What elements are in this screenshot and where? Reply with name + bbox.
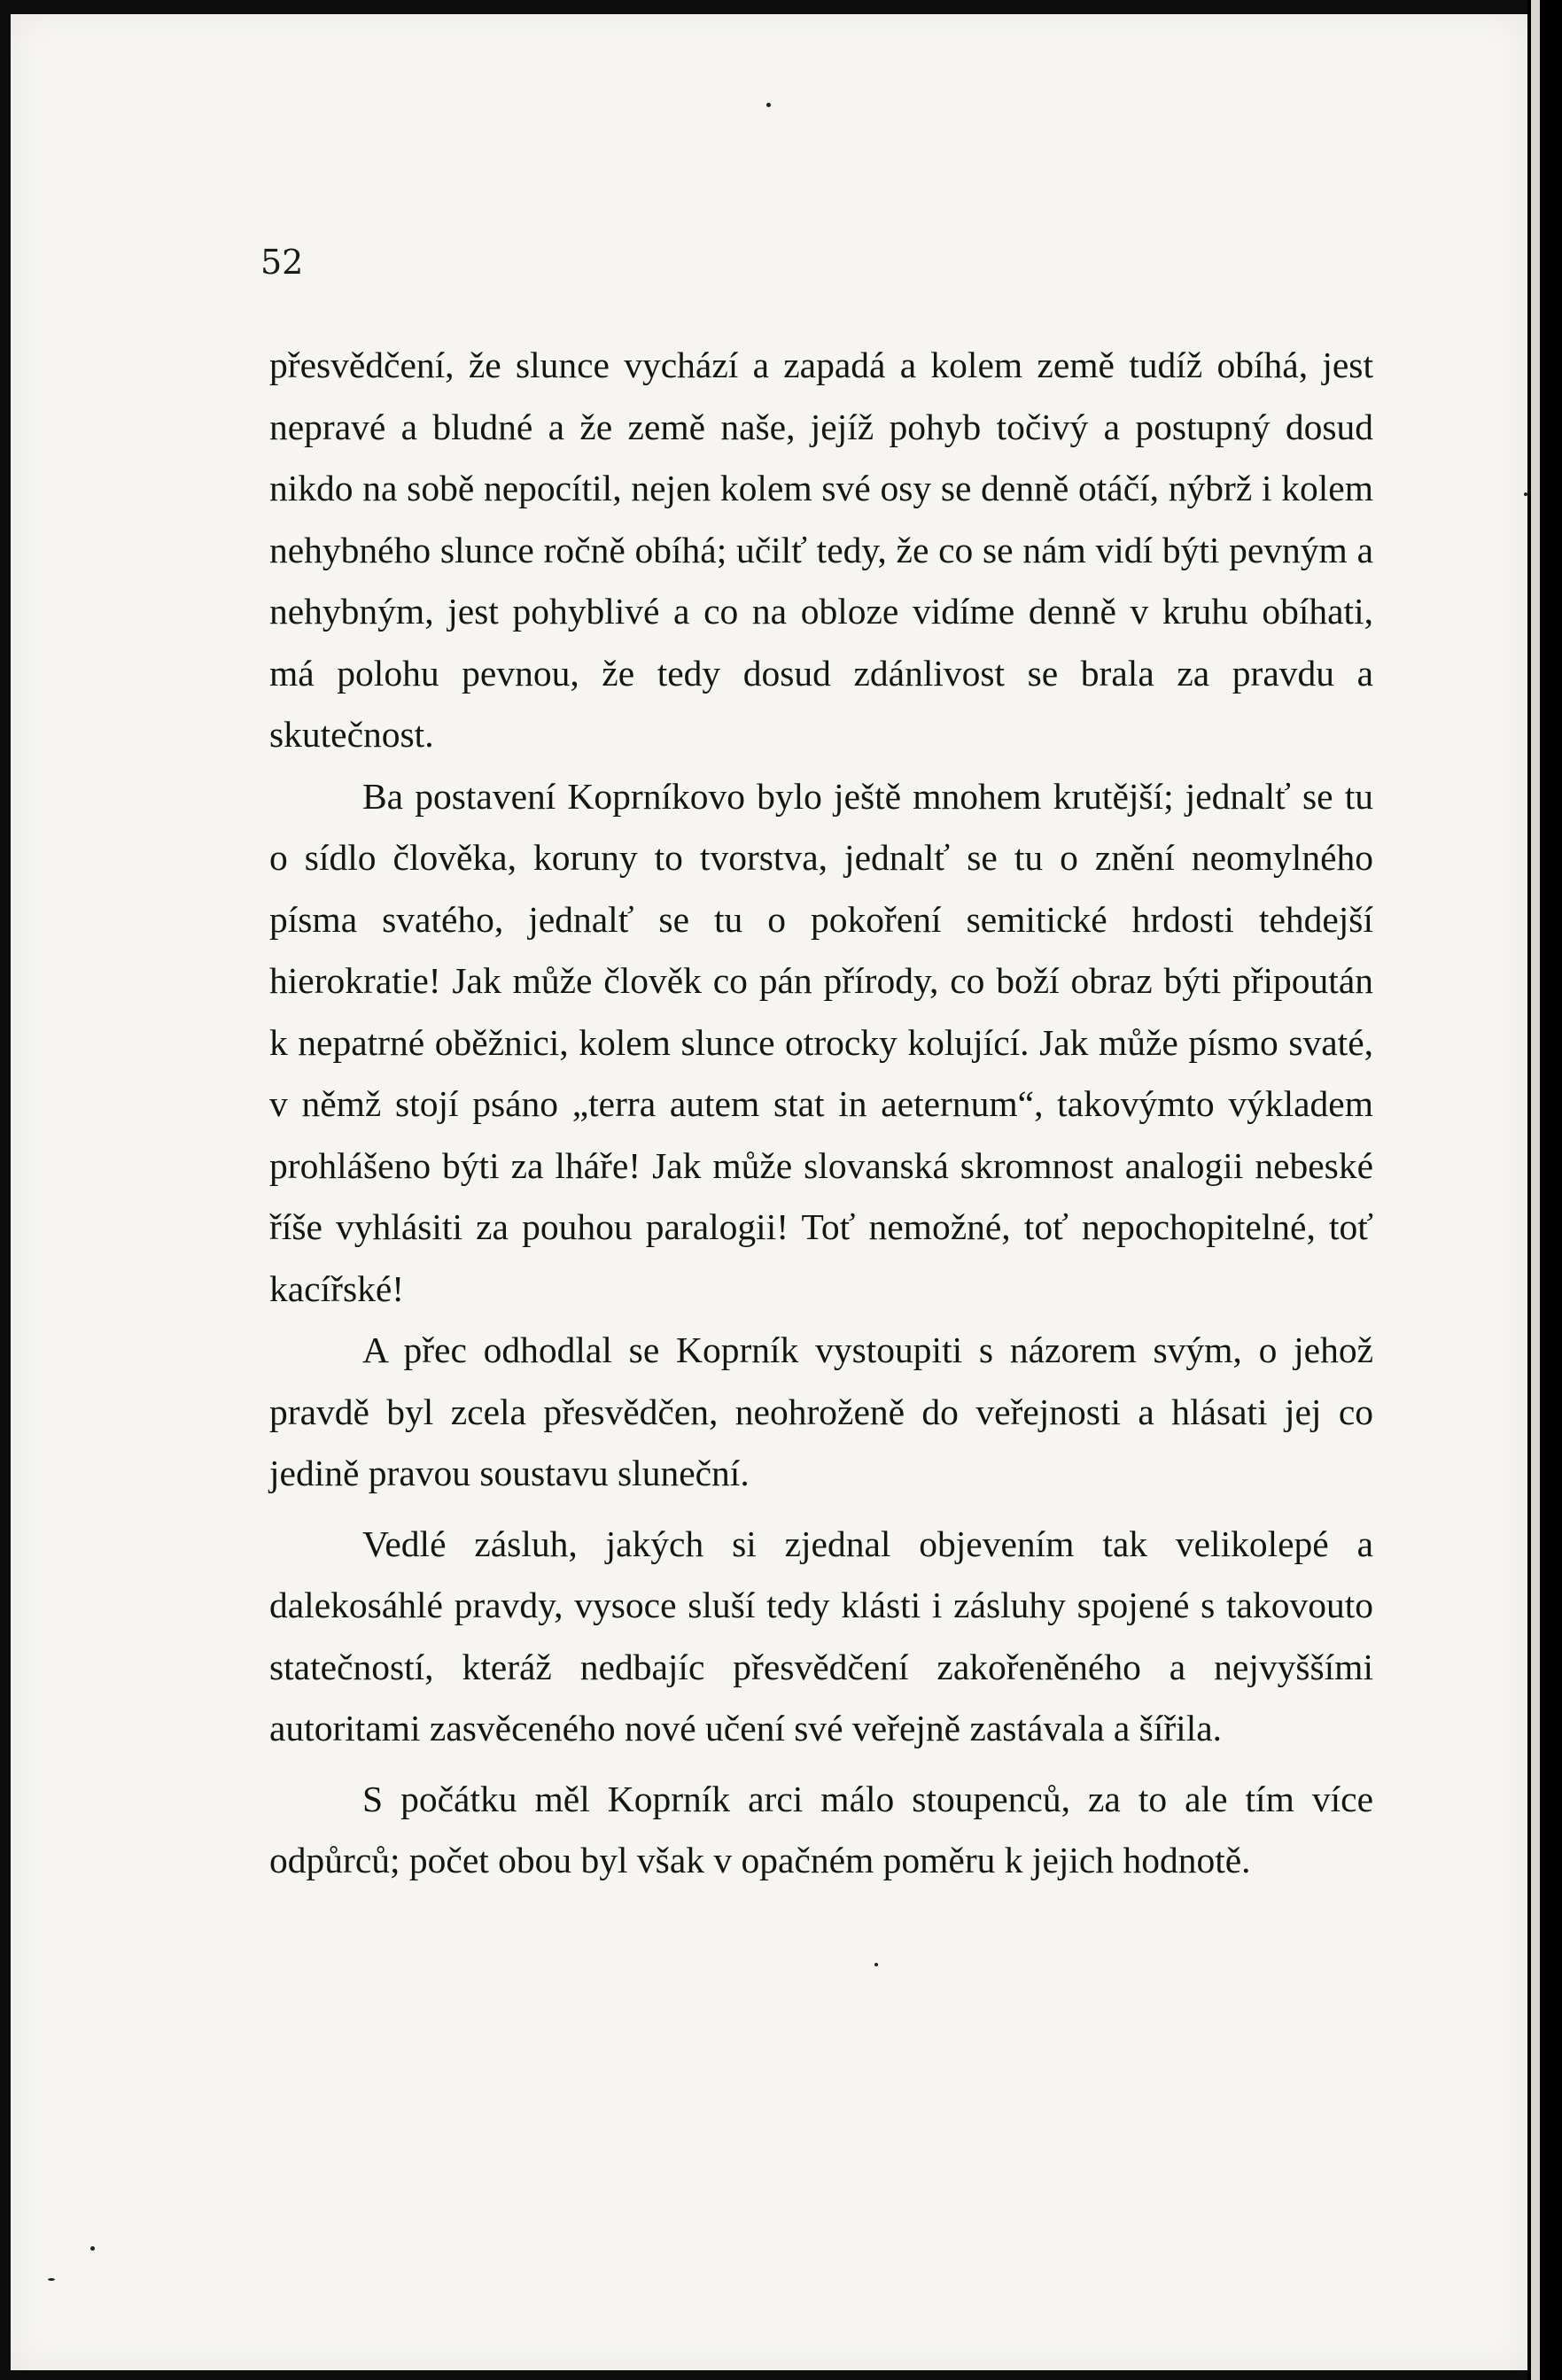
page-number: 52 (260, 243, 304, 282)
paragraph-5: S počátku měl Koprník arci málo stoupenců, za to ale tím více odpůrců; počet obou byl však v opačném poměru k jejich hodnotě. (269, 1778, 1373, 1880)
paragraph-1: přesvědčení, že slunce vychází a zapadá a kolem země tudíž obíhá, jest nepravé a bludné a že země naše, jejíž pohyb točivý a postupný dosud nikdo na sobě nepocítil, nejen kolem své osy se denně otáčí, nýbrž i kolem nehybného slunce ročně obíhá; učilť tedy, že co se nám vidí býti pevným a nehybným, jest pohyblivé a co na obloze vidíme denně v kruhu obíhati, má polohu pevnou, že tedy dosud zdánlivost se brala za pravdu a skutečnost. (269, 345, 1373, 755)
paper-speck (48, 2278, 55, 2281)
paper-speck (766, 103, 771, 107)
paragraph-3: A přec odhodlal se Koprník vystoupiti s názorem svým, o jehož pravdě byl zcela přesvědčen, neohroženě do veřejnosti a hlásati jej co jedině pravou soustavu sluneční. (269, 1330, 1373, 1493)
scan-edge (1527, 0, 1562, 2380)
paper-speck (90, 2246, 95, 2251)
paragraph-2: Ba postavení Koprníkovo bylo ještě mnohem krutější; jednalť se tu o sídlo člověka, koruny to tvorstva, jednalť se tu o znění neomylného písma svatého, jednalť se tu o pokoření semitické hrdosti tehdejší hierokratie! Jak může člověk co pán přírody, co boží obraz býti připoután k nepatrné oběžnici, kolem slunce otrocky kolující. Jak může písmo svaté, v němž stojí psáno „terra autem stat in aeternum“, takovýmto výkladem prohlášeno býti za lháře! Jak může slovanská skromnost analogii nebeské říše vyhlásiti za pouhou paralogii! Toť nemožné, toť nepochopitelné, toť kacířské! (269, 775, 1373, 1309)
body-text (269, 335, 1373, 1892)
scan-edge-strip (1531, 0, 1540, 2380)
paper-speck (874, 1963, 878, 1966)
book-page (11, 14, 1527, 2370)
paragraph-4: Vedlé zásluh, jakých si zjednal objevením tak velikolepé a dalekosáhlé pravdy, vysoce sluší tedy klásti i zásluhy spojené s takovouto statečností, kteráž nedbajíc přesvědčení zakořeněného a nejvyššími autoritami zasvěceného nové učení své veřejně zastávala a šířila. (269, 1523, 1373, 1748)
